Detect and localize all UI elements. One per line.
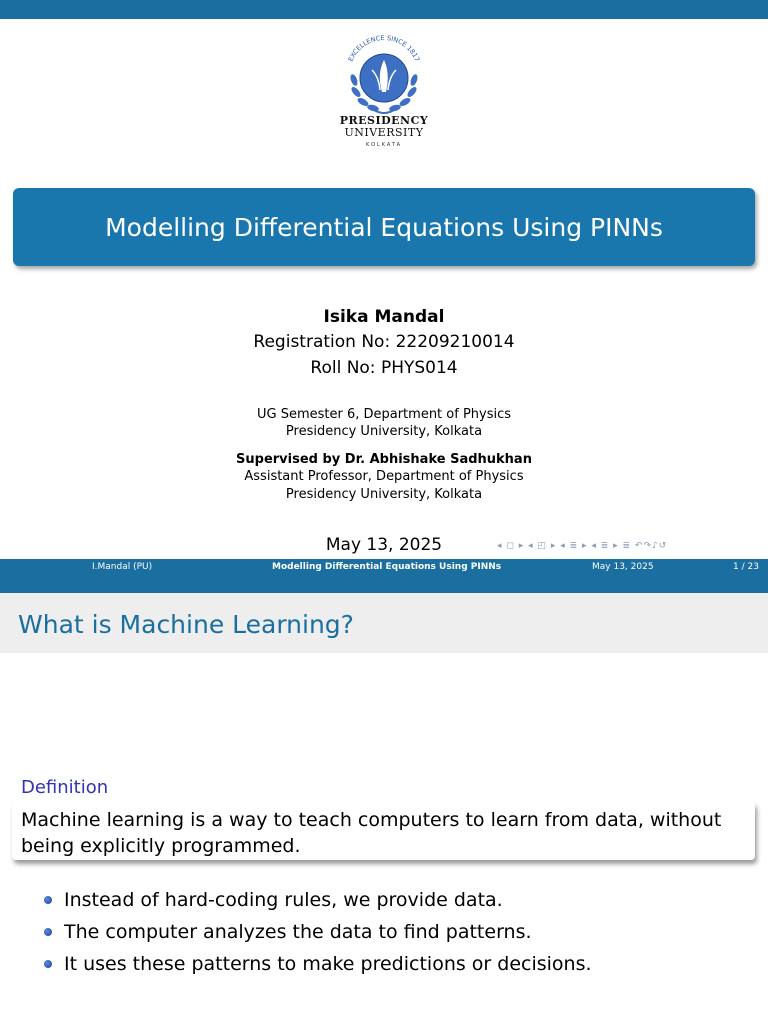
beamer-navigation-icons[interactable]: ◂ ◻ ▸ ◂ ◰ ▸ ◂ ≣ ▸ ◂ ≣ ▸ ≣ ↶↷♪↺ [497, 541, 668, 551]
bullet-icon [44, 928, 52, 936]
registration-number: Registration No: 22209210014 [253, 332, 515, 352]
logo-text-presidency: PRESIDENCY [339, 114, 429, 127]
slide-footer [0, 559, 768, 593]
supervisor-line: Supervised by Dr. Abhishake Sadhukhan [236, 452, 532, 467]
slide2-title: What is Machine Learning? [18, 610, 354, 639]
logo-arc-text: EXCELLENCE SINCE 1817 [346, 33, 422, 63]
footer-author: I.Mandal (PU) [92, 562, 153, 572]
bullet-icon [44, 896, 52, 904]
logo-text-kolkata: KOLKATA [365, 142, 403, 148]
institution-line: Presidency University, Kolkata [285, 424, 483, 439]
supervisor-title: Assistant Professor, Department of Physics [244, 469, 524, 484]
logo-text-university: UNIVERSITY [344, 126, 424, 139]
footer-page-number: 1 / 23 [733, 562, 759, 572]
footer-title: Modelling Differential Equations Using PINNs [272, 562, 502, 572]
list-item: It uses these patterns to make predictions or decisions. [44, 948, 592, 980]
presentation-date: May 13, 2025 [325, 535, 443, 555]
top-header-bar [0, 0, 768, 19]
author-name: Isika Mandal [323, 307, 445, 327]
bullet-list [44, 884, 592, 980]
footer-date: May 13, 2025 [592, 562, 654, 572]
list-item: Instead of hard-coding rules, we provide data. [44, 884, 592, 916]
presentation-title: Modelling Differential Equations Using PINNs [13, 188, 755, 266]
definition-text: Machine learning is a way to teach computers to learn from data, without being explicitly programmed. [21, 809, 722, 857]
semester-line: UG Semester 6, Department of Physics [256, 407, 512, 422]
supervisor-institution: Presidency University, Kolkata [285, 487, 483, 502]
roll-number: Roll No: PHYS014 [310, 358, 458, 378]
bullet-icon [44, 960, 52, 968]
list-item: The computer analyzes the data to find patterns. [44, 916, 592, 948]
definition-heading: Definition [21, 777, 109, 798]
